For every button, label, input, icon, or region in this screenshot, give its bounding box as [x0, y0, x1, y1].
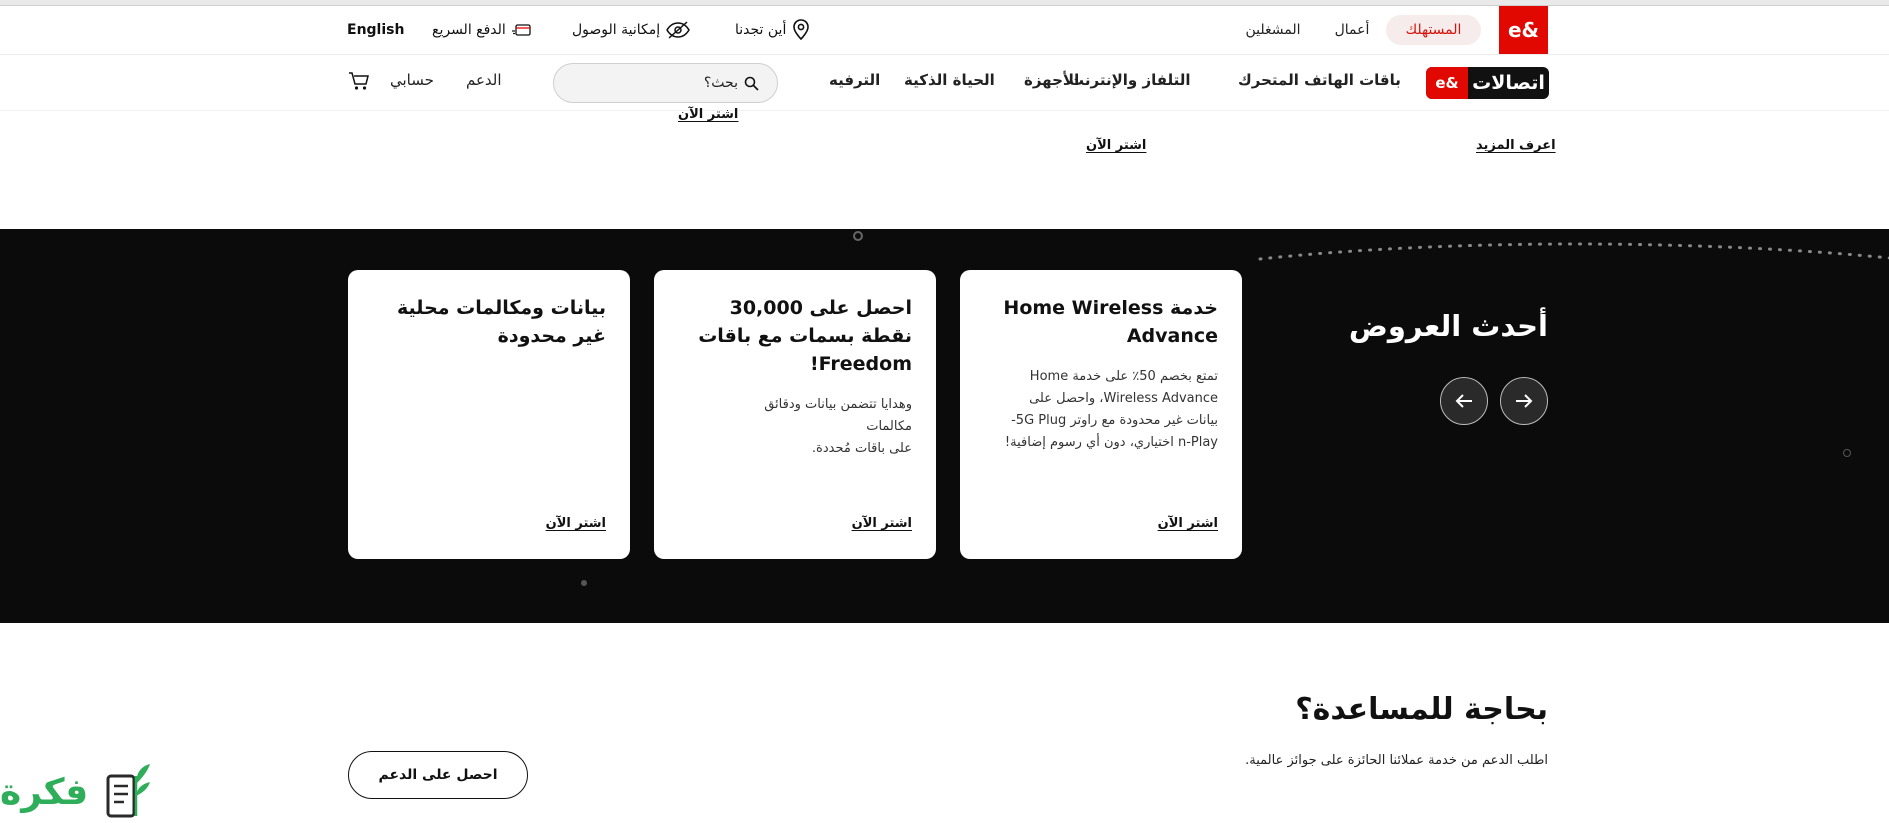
get-support-button[interactable]: احصل على الدعم — [348, 751, 528, 799]
offer-card-title: خدمة Home Wireless Advance — [1003, 297, 1218, 347]
offer-card[interactable] — [960, 270, 1242, 559]
search-placeholder: بحث؟ — [703, 75, 738, 91]
find-us-link[interactable] — [735, 15, 810, 45]
arrow-left-icon — [1455, 393, 1473, 409]
offer-card-desc-line: وهدايا تتضمن بيانات ودقائق — [764, 397, 912, 412]
segment-business[interactable]: أعمال — [1334, 22, 1370, 38]
language-switch[interactable]: English — [347, 22, 405, 38]
nav-tv-internet[interactable]: التلفاز والإنترنت — [1069, 71, 1191, 89]
segment-operators[interactable]: المشغلين — [1245, 22, 1301, 38]
etisalat-logo[interactable] — [1426, 67, 1549, 99]
offer-card-desc-line: مكالمات — [866, 419, 912, 434]
nav-devices[interactable]: الأجهزة — [1024, 71, 1080, 89]
offer-card-title: بيانات ومكالمات محلية غير محدودة — [397, 297, 606, 347]
offer-card-desc-line: تمتع بخصم 50٪ على خدمة Home — [1029, 369, 1218, 384]
nav-entertainment[interactable]: الترفيه — [829, 71, 881, 89]
watermark-text: فكرة — [0, 772, 89, 813]
help-title: بحاجة للمساعدة؟ — [1295, 692, 1548, 727]
carousel-indicator-dot[interactable] — [581, 580, 587, 586]
offer-card-desc-line: بيانات غير محدودة مع راوتر 5G Plug- — [1011, 413, 1218, 428]
accessibility-link[interactable] — [572, 15, 690, 45]
help-description: اطلب الدعم من خدمة عملائنا الحائزة على جوائز عالمية. — [1245, 753, 1548, 768]
quick-pay-icon — [512, 23, 532, 37]
nav-account[interactable]: حسابي — [390, 71, 434, 89]
cart-icon[interactable] — [348, 70, 370, 92]
quick-pay-link[interactable] — [432, 15, 532, 45]
learn-more-link[interactable]: اعرف المزيد — [1476, 138, 1556, 153]
quick-pay-label: الدفع السريع — [432, 22, 506, 38]
arrow-right-icon — [1515, 393, 1533, 409]
offer-card-desc-line: n-Play اختياري، دون أي رسوم إضافية! — [1004, 435, 1218, 450]
main-nav — [0, 55, 1889, 111]
offer-card-desc-line: على باقات مُحددة. — [811, 441, 912, 456]
utility-bar — [0, 6, 1889, 55]
offer-card-buy-now[interactable]: اشتر الآن — [545, 516, 606, 531]
offers-title: أحدث العروض — [1348, 309, 1548, 343]
offer-card-desc — [678, 394, 912, 460]
nav-smart-life[interactable]: الحياة الذكية — [904, 71, 995, 89]
offers-section — [0, 229, 1889, 623]
carousel-prev-button[interactable] — [1440, 377, 1488, 425]
carousel-next-button[interactable] — [1500, 377, 1548, 425]
search-input[interactable] — [553, 63, 778, 103]
logo-mark: e& — [1426, 67, 1468, 99]
watermark-book-icon — [100, 762, 152, 822]
find-us-label: أين تجدنا — [735, 22, 787, 38]
brand-mark-button[interactable] — [1499, 6, 1548, 54]
offer-card-title: احصل على 30,000 نقطة بسمات مع باقات Freedom! — [698, 297, 912, 375]
decorative-sparkle — [1843, 449, 1851, 457]
watermark-logo — [0, 760, 155, 823]
offer-card-buy-now[interactable]: اشتر الآن — [851, 516, 912, 531]
brand-mark: e& — [1507, 18, 1539, 42]
buy-now-link[interactable]: اشتر الآن — [1086, 138, 1147, 153]
segment-consumer[interactable]: المستهلك — [1386, 15, 1481, 45]
logo-text: اتصالات — [1472, 72, 1545, 94]
accessibility-label: إمكانية الوصول — [572, 22, 661, 38]
offer-card[interactable] — [348, 270, 630, 559]
buy-now-link-partial[interactable]: اشتر الآن — [678, 107, 739, 122]
offer-card-desc — [984, 366, 1218, 454]
search-icon — [744, 76, 759, 91]
nav-support[interactable]: الدعم — [466, 71, 502, 89]
offer-card-buy-now[interactable]: اشتر الآن — [1157, 516, 1218, 531]
offer-card-desc-line: Wireless Advance، واحصل على — [1029, 391, 1218, 406]
location-pin-icon — [792, 19, 810, 41]
decorative-ring — [853, 231, 863, 241]
accessibility-icon — [666, 21, 690, 39]
nav-mobile-plans[interactable]: باقات الهاتف المتحرك — [1238, 71, 1401, 89]
offer-card[interactable] — [654, 270, 936, 559]
